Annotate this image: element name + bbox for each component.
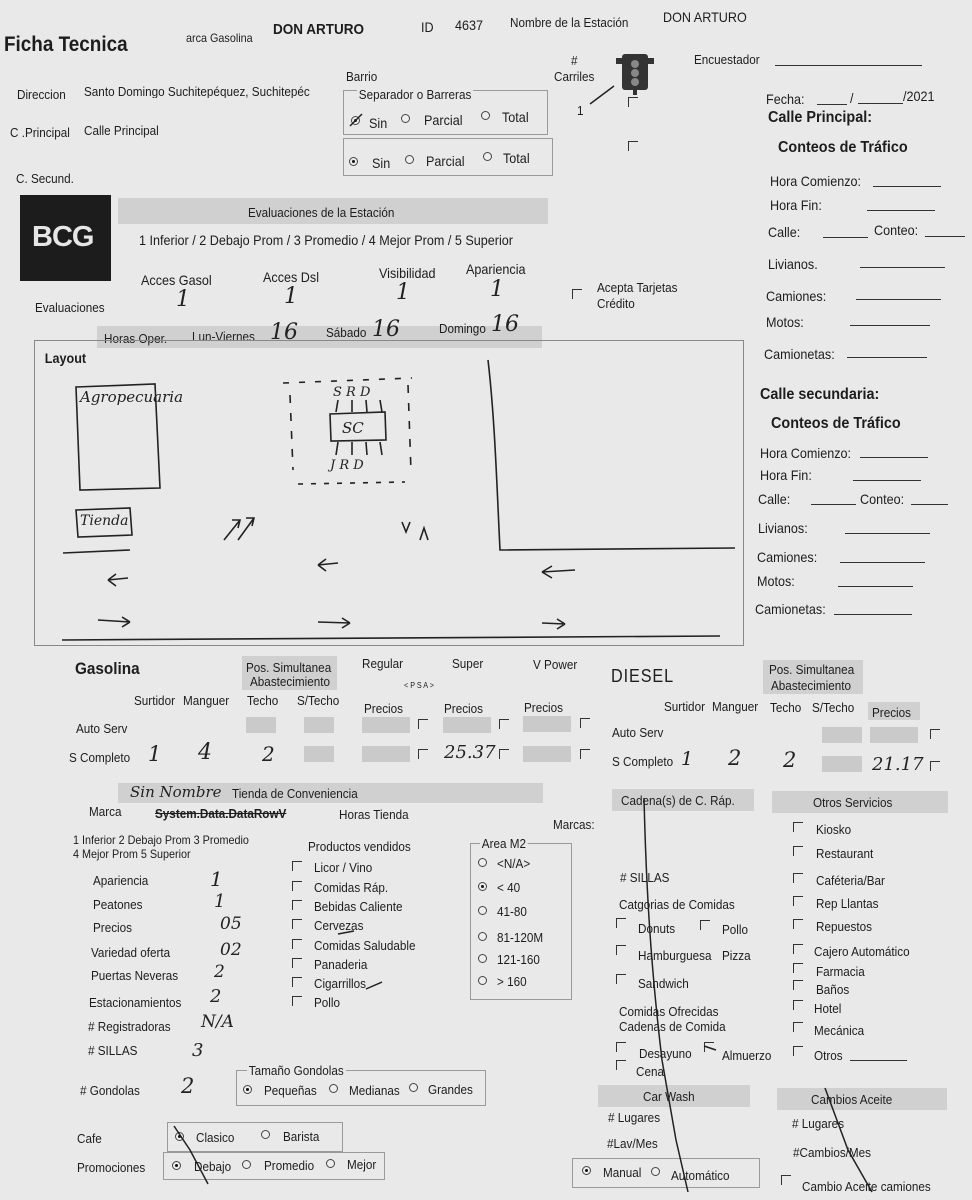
tamano-medianas-label: Medianas xyxy=(349,1083,400,1098)
area-title: Area M2 xyxy=(481,836,527,851)
otros-repuestos-label: Repuestos xyxy=(816,919,872,934)
gasolina-auto-regular-precio[interactable] xyxy=(362,717,410,733)
cs-hora-comienzo-label: Hora Comienzo: xyxy=(760,445,852,461)
cs-camionetas-label: Camionetas: xyxy=(755,601,826,617)
diesel-row-auto: Auto Serv xyxy=(612,725,664,740)
tienda-scale-1: 1 Inferior 2 Debajo Prom 3 Promedio xyxy=(73,833,249,847)
otros-title: Otros Servicios xyxy=(813,795,893,810)
cp-hora-comienzo-field[interactable] xyxy=(873,186,941,187)
gasolina-h-surtidor: Surtidor xyxy=(134,693,175,708)
area-na-label: <N/A> xyxy=(497,856,531,871)
diesel-row-completo: S Completo xyxy=(612,754,674,769)
page-title: Ficha Tecnica xyxy=(4,33,128,56)
diesel-h-stecho: S/Techo xyxy=(812,700,855,715)
tienda-gondolas-label: # Gondolas xyxy=(80,1083,140,1098)
otros-kiosko-label: Kiosko xyxy=(816,822,852,837)
tienda-estacionamientos-label: Estacionamientos xyxy=(89,995,182,1010)
gasolina-completo-regular-precio[interactable] xyxy=(362,746,410,762)
tienda-estacionamientos-value[interactable]: 2 xyxy=(210,986,222,1007)
producto-cigarrillos-label: Cigarrillos xyxy=(314,976,367,991)
gasolina-row-completo: S Completo xyxy=(69,750,131,765)
layout-title: Layout xyxy=(44,350,87,366)
horas-lv-label: Lun-Viernes xyxy=(192,329,255,344)
producto-cervezas-label: Cervezas xyxy=(314,918,364,933)
id-label: ID xyxy=(421,19,434,35)
bcg-logo-text: BCG xyxy=(32,221,94,253)
cafe-barista-radio[interactable] xyxy=(261,1130,270,1139)
carwash-lavmes: #Lav/Mes xyxy=(607,1136,658,1151)
cp-livianos-field[interactable] xyxy=(860,267,945,268)
evaluaciones-row-label: Evaluaciones xyxy=(35,300,105,315)
tamano-grandes-radio[interactable] xyxy=(409,1083,418,1092)
cat-hamburguesa-check[interactable] xyxy=(616,945,626,955)
promo-debajo-radio[interactable] xyxy=(172,1161,181,1170)
gasolina-h-manguer: Manguer xyxy=(183,693,230,708)
cadena-title: Cadena(s) de C. Ráp. xyxy=(621,793,735,808)
carriles-hash: # xyxy=(571,53,578,68)
gasolina-auto-stecho[interactable] xyxy=(304,717,334,733)
tienda-marca-value[interactable]: Sin Nombre xyxy=(130,783,222,801)
separador-p-parcial-radio[interactable] xyxy=(401,114,410,123)
otros-farmacia-check[interactable] xyxy=(793,963,803,973)
diesel-auto-stecho[interactable] xyxy=(822,727,862,743)
encuestador-field[interactable] xyxy=(775,65,922,66)
cp-motos-label: Motos: xyxy=(766,314,804,330)
cat-pollo-check[interactable] xyxy=(700,920,710,930)
producto-comidas-rap-check[interactable] xyxy=(292,881,302,891)
acepta-tarjetas-label-1: Acepta Tarjetas xyxy=(597,280,678,295)
sketch-srd: S R D xyxy=(333,385,371,400)
producto-cervezas-check[interactable] xyxy=(292,919,302,929)
cprincipal-label: C .Principal xyxy=(10,125,70,140)
nombre-label: Nombre de la Estación xyxy=(510,15,629,30)
producto-cigarrillos-check[interactable] xyxy=(292,977,302,987)
cat-donuts-label: Donuts xyxy=(638,921,676,936)
gasolina-super-precio[interactable]: 25.37 xyxy=(444,742,496,763)
cp-hora-comienzo-label: Hora Comienzo: xyxy=(770,173,862,189)
area-gt160-radio[interactable] xyxy=(478,976,487,985)
gasolina-h-stecho: S/Techo xyxy=(297,693,340,708)
tienda-scale-2: 4 Mejor Prom 5 Superior xyxy=(73,847,191,861)
separador-p-total-label: Total xyxy=(502,109,529,125)
semaforo-check-2[interactable] xyxy=(628,141,638,151)
gasolina-completo-vpower-check[interactable] xyxy=(580,749,590,759)
horas-lv-value[interactable]: 16 xyxy=(270,320,298,345)
tienda-variedad-value[interactable]: 02 xyxy=(220,940,242,960)
gasolina-surtidor-value[interactable]: 1 xyxy=(148,742,162,766)
tienda-peatones-value[interactable]: 1 xyxy=(214,891,226,912)
cp-camionetas-label: Camionetas: xyxy=(764,346,835,362)
comida-almuerzo-check[interactable] xyxy=(704,1042,714,1052)
cp-camionetas-field[interactable] xyxy=(847,357,927,358)
eval-value-acces-dsl[interactable]: 1 xyxy=(284,284,298,309)
cat-pollo-label: Pollo xyxy=(722,922,749,937)
csecund-label: C. Secund. xyxy=(16,171,74,186)
layout-frame xyxy=(34,340,744,646)
gasolina-super: Super xyxy=(452,656,484,671)
cafe-label: Cafe xyxy=(77,1131,102,1146)
acepta-tarjetas-checkbox[interactable] xyxy=(572,289,582,299)
producto-saludable-label: Comidas Saludable xyxy=(314,938,416,953)
gasolina-auto-regular-check[interactable] xyxy=(418,719,428,729)
area-lt40-radio[interactable] xyxy=(478,882,487,891)
diesel-h-surtidor: Surtidor xyxy=(664,699,705,714)
cs-calle-label: Calle: xyxy=(758,491,791,507)
tamano-title: Tamaño Gondolas xyxy=(248,1063,344,1078)
sketch-tienda: Tienda xyxy=(80,513,129,529)
gasolina-auto-super-precio[interactable] xyxy=(443,717,491,733)
area-121-160-radio[interactable] xyxy=(478,954,487,963)
gasolina-vpower: V Power xyxy=(533,657,578,672)
gasolina-psa: < P S A > xyxy=(404,681,434,690)
barrio-label: Barrio xyxy=(346,69,378,84)
producto-pollo-label: Pollo xyxy=(314,995,341,1010)
tienda-precios-label: Precios xyxy=(93,920,133,935)
nombre-value[interactable]: DON ARTURO xyxy=(663,9,747,25)
otros-restaurant-check[interactable] xyxy=(793,846,803,856)
area-121-160-label: 121-160 xyxy=(497,952,540,967)
cafe-clasico-label: Clasico xyxy=(196,1130,235,1145)
tienda-marcas-label: Marcas: xyxy=(553,817,595,832)
cs-calle-field[interactable] xyxy=(811,504,856,505)
tienda-peatones-label: Peatones xyxy=(93,897,143,912)
gasolina-completo-super-check[interactable] xyxy=(499,749,509,759)
eval-header-acces-gasol: Acces Gasol xyxy=(141,272,212,288)
area-81-120-radio[interactable] xyxy=(478,932,487,941)
cp-camiones-label: Camiones: xyxy=(766,288,827,304)
cp-hora-fin-field[interactable] xyxy=(867,210,935,211)
cs-motos-label: Motos: xyxy=(757,573,795,589)
aceite-camiones-check[interactable] xyxy=(781,1175,791,1185)
cs-hora-fin-field[interactable] xyxy=(853,480,921,481)
area-41-80-radio[interactable] xyxy=(478,906,487,915)
cs-livianos-label: Livianos: xyxy=(758,520,808,536)
producto-panaderia-label: Panaderia xyxy=(314,957,368,972)
carwash-frame xyxy=(572,1158,760,1188)
tienda-registradoras-label: # Registradoras xyxy=(88,1019,171,1034)
cs-conteo-label: Conteo: xyxy=(860,491,905,507)
diesel-auto-check[interactable] xyxy=(930,729,940,739)
tienda-puertas-value[interactable]: 2 xyxy=(214,962,225,982)
carwash-manual-label: Manual xyxy=(603,1165,642,1180)
cafe-clasico-radio[interactable] xyxy=(175,1132,184,1141)
area-41-80-label: 41-80 xyxy=(497,904,527,919)
promo-promedio-label: Promedio xyxy=(264,1158,315,1173)
gasolina-title: Gasolina xyxy=(75,659,140,678)
producto-saludable-check[interactable] xyxy=(292,939,302,949)
otros-llantas-check[interactable] xyxy=(793,896,803,906)
otros-otros-field[interactable] xyxy=(850,1060,907,1061)
tienda-horas-label: Horas Tienda xyxy=(339,807,409,822)
tamano-medianas-radio[interactable] xyxy=(329,1084,338,1093)
otros-hotel-check[interactable] xyxy=(793,1000,803,1010)
fecha-label: Fecha: xyxy=(766,91,805,107)
tienda-variedad-label: Variedad oferta xyxy=(91,945,171,960)
separador-p-sin-label: Sin xyxy=(369,115,388,131)
cp-hora-fin-label: Hora Fin: xyxy=(770,197,822,213)
tienda-gondolas-value[interactable]: 2 xyxy=(181,1074,195,1098)
tienda-marca-struck: System.Data.DataRowV xyxy=(155,806,287,821)
promo-mejor-radio[interactable] xyxy=(326,1159,335,1168)
gasolina-completo-regular-check[interactable] xyxy=(418,749,428,759)
sketch-jrd: J R D xyxy=(330,458,364,473)
producto-pollo-check[interactable] xyxy=(292,996,302,1006)
cp-calle-label: Calle: xyxy=(768,224,801,240)
cs-motos-field[interactable] xyxy=(838,586,913,587)
cafe-barista-label: Barista xyxy=(283,1129,320,1144)
cp-conteo-field[interactable] xyxy=(925,236,965,237)
otros-cajero-label: Cajero Automático xyxy=(814,944,910,959)
gasolina-auto-techo[interactable] xyxy=(246,717,276,733)
eval-header-visibilidad: Visibilidad xyxy=(379,265,436,281)
cs-camiones-field[interactable] xyxy=(840,562,925,563)
cs-hora-comienzo-field[interactable] xyxy=(860,457,928,458)
aceite-title: Cambios Aceite xyxy=(811,1092,893,1107)
diesel-manguer-value[interactable]: 2 xyxy=(728,746,742,770)
horas-label: Horas Oper. xyxy=(104,331,168,346)
aceite-cambios: #Cambios/Mes xyxy=(793,1145,872,1160)
gasolina-completo-vpower-precio[interactable] xyxy=(523,746,571,762)
cat-pizza-label: Pizza xyxy=(722,948,751,963)
tamano-pequenas-radio[interactable] xyxy=(243,1085,252,1094)
id-value[interactable]: 4637 xyxy=(455,17,484,33)
otros-hotel-label: Hotel xyxy=(814,1001,842,1016)
gasolina-precios-regular: Precios xyxy=(364,701,404,716)
cp-camiones-field[interactable] xyxy=(856,299,941,300)
tienda-apariencia-label: Apariencia xyxy=(93,873,149,888)
gasolina-precios-vpower: Precios xyxy=(524,700,564,715)
area-gt160-label: > 160 xyxy=(497,974,527,989)
diesel-surtidor-value[interactable]: 1 xyxy=(681,748,694,770)
otros-farmacia-label: Farmacia xyxy=(816,964,865,979)
eval-value-apariencia[interactable]: 1 xyxy=(490,277,504,302)
cp-conteo-label: Conteo: xyxy=(874,222,919,238)
area-81-120-label: 81-120M xyxy=(497,930,544,945)
tienda-puertas-label: Puertas Neveras xyxy=(91,968,179,983)
producto-panaderia-check[interactable] xyxy=(292,958,302,968)
separador-p-sin-radio[interactable] xyxy=(351,116,360,125)
otros-repuestos-check[interactable] xyxy=(793,919,803,929)
diesel-techo-value[interactable]: 2 xyxy=(783,748,797,772)
comida-cena-label: Cena xyxy=(636,1064,664,1079)
separador-s-parcial-radio[interactable] xyxy=(405,155,414,164)
gasolina-regular: Regular xyxy=(362,656,403,671)
cat-sandwich-check[interactable] xyxy=(616,974,626,984)
cs-camionetas-field[interactable] xyxy=(834,614,912,615)
cs-hora-fin-label: Hora Fin: xyxy=(760,467,812,483)
carwash-lugares: # Lugares xyxy=(608,1110,661,1125)
gasolina-auto-super-check[interactable] xyxy=(499,719,509,729)
eval-value-acces-gasol[interactable]: 1 xyxy=(176,287,190,312)
marca-value[interactable]: DON ARTURO xyxy=(273,21,364,38)
cs-livianos-field[interactable] xyxy=(845,533,930,534)
area-na-radio[interactable] xyxy=(478,858,487,867)
diesel-precios: Precios xyxy=(872,705,912,720)
gasolina-techo-value[interactable]: 2 xyxy=(262,742,275,766)
producto-comidas-rap-label: Comidas Ráp. xyxy=(314,880,389,895)
gasolina-pos-2: Abastecimiento xyxy=(250,674,331,689)
producto-bebidas-check[interactable] xyxy=(292,900,302,910)
sketch-sc: SC xyxy=(342,419,364,437)
separador-s-total-radio[interactable] xyxy=(483,152,492,161)
comida-cena-check[interactable] xyxy=(616,1060,626,1070)
comida-desayuno-check[interactable] xyxy=(616,1042,626,1052)
semaforo-check-1[interactable] xyxy=(628,97,638,107)
diesel-title: DIESEL xyxy=(611,666,675,686)
cp-motos-field[interactable] xyxy=(850,325,930,326)
cat-donuts-check[interactable] xyxy=(616,918,626,928)
otros-cajero-check[interactable] xyxy=(793,944,803,954)
separador-s-sin-label: Sin xyxy=(372,155,391,171)
cadena-categorias: Catgorias de Comidas xyxy=(619,897,735,912)
fecha-month[interactable] xyxy=(858,103,903,104)
otros-mecanica-check[interactable] xyxy=(793,1022,803,1032)
separador-p-total-radio[interactable] xyxy=(481,111,490,120)
promo-mejor-label: Mejor xyxy=(347,1157,377,1172)
acepta-tarjetas-label-2: Crédito xyxy=(597,296,635,311)
tienda-marca-label: Marca xyxy=(89,804,122,819)
cp-calle-field[interactable] xyxy=(823,237,868,238)
horas-sab-label: Sábado xyxy=(326,325,367,340)
conteos-secundaria-title: Conteos de Tráfico xyxy=(771,415,901,432)
eval-value-visibilidad[interactable]: 1 xyxy=(396,280,410,305)
separador-title: Separador o Barreras xyxy=(358,87,472,102)
cadena-ofrecidas-1: Comidas Ofrecidas xyxy=(619,1004,719,1019)
area-lt40-label: < 40 xyxy=(497,880,521,895)
promo-promedio-radio[interactable] xyxy=(242,1160,251,1169)
carwash-automatico-radio[interactable] xyxy=(651,1167,660,1176)
carwash-manual-radio[interactable] xyxy=(582,1166,591,1175)
producto-bebidas-label: Bebidas Caliente xyxy=(314,899,403,914)
horas-sab-value[interactable]: 16 xyxy=(372,317,400,342)
diesel-pos-1: Pos. Simultanea xyxy=(769,662,855,677)
separador-s-total-label: Total xyxy=(503,150,530,166)
producto-licor-check[interactable] xyxy=(292,861,302,871)
diesel-completo-stecho[interactable] xyxy=(822,756,862,772)
otros-cafeteria-label: Caféteria/Bar xyxy=(816,873,885,888)
cadena-ofrecidas-2: Cadenas de Comida xyxy=(619,1019,726,1034)
fecha-year: /2021 xyxy=(903,88,935,104)
gasolina-auto-vpower-precio[interactable] xyxy=(523,716,571,732)
cadena-sillas: # SILLAS xyxy=(620,870,670,885)
cat-hamburguesa-label: Hamburguesa xyxy=(638,948,712,963)
carriles-label: Carriles xyxy=(554,69,595,84)
otros-llantas-label: Rep Llantas xyxy=(816,896,879,911)
otros-otros-check[interactable] xyxy=(793,1046,803,1056)
tienda-sillas-value[interactable]: 3 xyxy=(192,1040,204,1061)
gasolina-auto-vpower-check[interactable] xyxy=(580,718,590,728)
promo-debajo-label: Debajo xyxy=(194,1159,232,1174)
aceite-lugares: # Lugares xyxy=(792,1116,845,1131)
gasolina-pos-1: Pos. Simultanea xyxy=(246,660,332,675)
calle-principal-title: Calle Principal: xyxy=(768,109,873,126)
diesel-precio-value[interactable]: 21.17 xyxy=(872,754,924,775)
otros-mecanica-label: Mecánica xyxy=(814,1023,865,1038)
horas-dom-label: Domingo xyxy=(439,321,486,336)
calle-secundaria-title: Calle secundaria: xyxy=(760,386,880,403)
gasolina-completo-stecho[interactable] xyxy=(304,746,334,762)
otros-kiosko-check[interactable] xyxy=(793,822,803,832)
sketch-agropecuaria: Agropecuaria xyxy=(80,388,184,406)
separador-s-sin-radio[interactable] xyxy=(349,157,358,166)
tamano-grandes-label: Grandes xyxy=(428,1082,473,1097)
cs-camiones-label: Camiones: xyxy=(757,549,818,565)
tienda-sillas-label: # SILLAS xyxy=(88,1043,138,1058)
gasolina-row-auto: Auto Serv xyxy=(76,721,128,736)
otros-restaurant-label: Restaurant xyxy=(816,846,874,861)
otros-banos-check[interactable] xyxy=(793,980,803,990)
diesel-h-techo: Techo xyxy=(770,700,802,715)
bcg-logo xyxy=(20,195,111,281)
direccion-label: Direccion xyxy=(17,87,66,102)
diesel-auto-precio[interactable] xyxy=(870,727,918,743)
cprincipal-value[interactable]: Calle Principal xyxy=(84,123,159,138)
diesel-h-manguer: Manguer xyxy=(712,699,759,714)
horas-dom-value[interactable]: 16 xyxy=(491,312,519,337)
ficha-tecnica-page: Ficha Tecnica arca Gasolina DON ARTURO ID 4637 Nombre de la Estación DON ARTURO # Carriles 1 Encuestador Direccion Santo Domingo Suchitepéquez, Suchitepéc Barrio C .Principal Calle Principal C. Secund. Separador o Barreras Sin Parcial Total Sin Parcial Total Fecha: / /2021 Calle Principal: Conteos de Tráfico Hora Comienzo: Hora Fin: Calle: Conteo: Livianos. Camiones: Motos: Camionetas: Calle secundaria: Conteos de Tráfico Hora Comienzo: Hora Fin: Calle: Conteo: Livianos: Camiones: Motos: Camionetas: BCG Evaluaciones de la Estación 1 Inferior / 2 Debajo Prom / 3 Promedio / 4 Mejor Prom / 5 Superior Acces Gasol Acces Dsl Visibilidad Apariencia Evaluaciones 1 1 1 1 Acepta Tarjetas Crédito Horas Oper. Lun-Viernes 16 Sábado 16 Domingo 16 Layout Agropecuaria Tienda SC S R D J R D Gasolina Pos. Simultanea Abastecimiento Regular Super V Power < P S A > Surtidor Manguer Techo S/Techo Precios Precios Precios Auto Serv S Completo 1 4 2 25.37 DIESEL Pos. Simultanea Abastecimiento Surtidor Manguer Techo S/Techo Precios Auto Serv S Completo 1 2 2 21.17 Tienda de Conveniencia Marca System.Data.DataRowV Sin Nombre Horas Tienda Marcas: 1 Inferior 2 Debajo Prom 3 Promedio 4 Mejor Prom 5 Superior Apariencia 1 Peatones 1 Precios 05 Variedad oferta 02 Puertas Neveras 2 Estacionamientos 2 # Registradoras N/A # SILLAS 3 # Gondolas 2 Tamaño Gondolas Pequeñas Medianas Grandes Cafe Clasico Barista Promociones Debajo Promedio Mejor Productos vendidos Licor / Vino Comidas Ráp. Bebidas Caliente Cervezas Comidas Saludable Panaderia Cigarrillos Pollo Area M2 <N/A> < 40 41-80 81-120M 121-160 > 160 Cadena(s) de C. Ráp. # SILLAS Catgorias de Comidas Donuts Pollo Hamburguesa Pizza Sandwich Comidas Ofrecidas Cadenas de Comida Desayuno Almuerzo Cena Car Wash # Lugares #Lav/Mes Manual Automático Otros Servicios Kiosko Restaurant Caféteria/Bar Rep Llantas Repuestos Cajero Automático Farmacia Baños Hotel Mecánica Otros Cambios Aceite # Lugares #Cambios/Mes Cambio Aceite camiones xyxy=(0,0,972,1200)
carwash-automatico-label: Automático xyxy=(671,1168,730,1183)
promociones-label: Promociones xyxy=(77,1160,146,1175)
cp-livianos-label: Livianos. xyxy=(768,256,818,272)
productos-title: Productos vendidos xyxy=(308,839,411,854)
diesel-completo-check[interactable] xyxy=(930,761,940,771)
comida-desayuno-label: Desayuno xyxy=(639,1046,692,1061)
direccion-value[interactable]: Santo Domingo Suchitepéquez, Suchitepéc xyxy=(84,85,310,98)
tienda-title: Tienda de Conveniencia xyxy=(232,786,358,801)
tienda-precios-value[interactable]: 05 xyxy=(220,914,242,934)
evaluaciones-scale: 1 Inferior / 2 Debajo Prom / 3 Promedio / 4 Mejor Prom / 5 Superior xyxy=(139,232,513,248)
otros-otros-label: Otros xyxy=(814,1048,843,1063)
otros-banos-label: Baños xyxy=(816,982,850,997)
tamano-pequenas-label: Pequeñas xyxy=(264,1083,317,1098)
carwash-title: Car Wash xyxy=(643,1089,695,1104)
gasolina-precios-super: Precios xyxy=(444,701,484,716)
cat-sandwich-label: Sandwich xyxy=(638,976,689,991)
otros-cafeteria-check[interactable] xyxy=(793,873,803,883)
eval-header-acces-dsl: Acces Dsl xyxy=(263,269,320,285)
tienda-apariencia-value[interactable]: 1 xyxy=(210,867,223,891)
comida-almuerzo-label: Almuerzo xyxy=(722,1048,772,1063)
cs-conteo-field[interactable] xyxy=(911,504,948,505)
marca-label: arca Gasolina xyxy=(186,31,253,45)
gasolina-h-techo: Techo xyxy=(247,693,279,708)
separador-s-parcial-label: Parcial xyxy=(426,153,465,169)
producto-licor-label: Licor / Vino xyxy=(314,860,373,875)
diesel-pos-2: Abastecimiento xyxy=(771,678,852,693)
carriles-value[interactable]: 1 xyxy=(577,103,584,118)
aceite-camiones-label: Cambio Aceite camiones xyxy=(802,1179,931,1194)
fecha-day[interactable] xyxy=(817,104,847,105)
tienda-registradoras-value[interactable]: N/A xyxy=(201,1012,234,1032)
evaluaciones-title: Evaluaciones de la Estación xyxy=(248,205,395,220)
conteos-principal-title: Conteos de Tráfico xyxy=(778,139,908,156)
separador-p-parcial-label: Parcial xyxy=(424,112,463,128)
gasolina-manguer-value[interactable]: 4 xyxy=(198,740,212,765)
eval-header-apariencia: Apariencia xyxy=(466,261,526,277)
encuestador-label: Encuestador xyxy=(694,52,760,67)
